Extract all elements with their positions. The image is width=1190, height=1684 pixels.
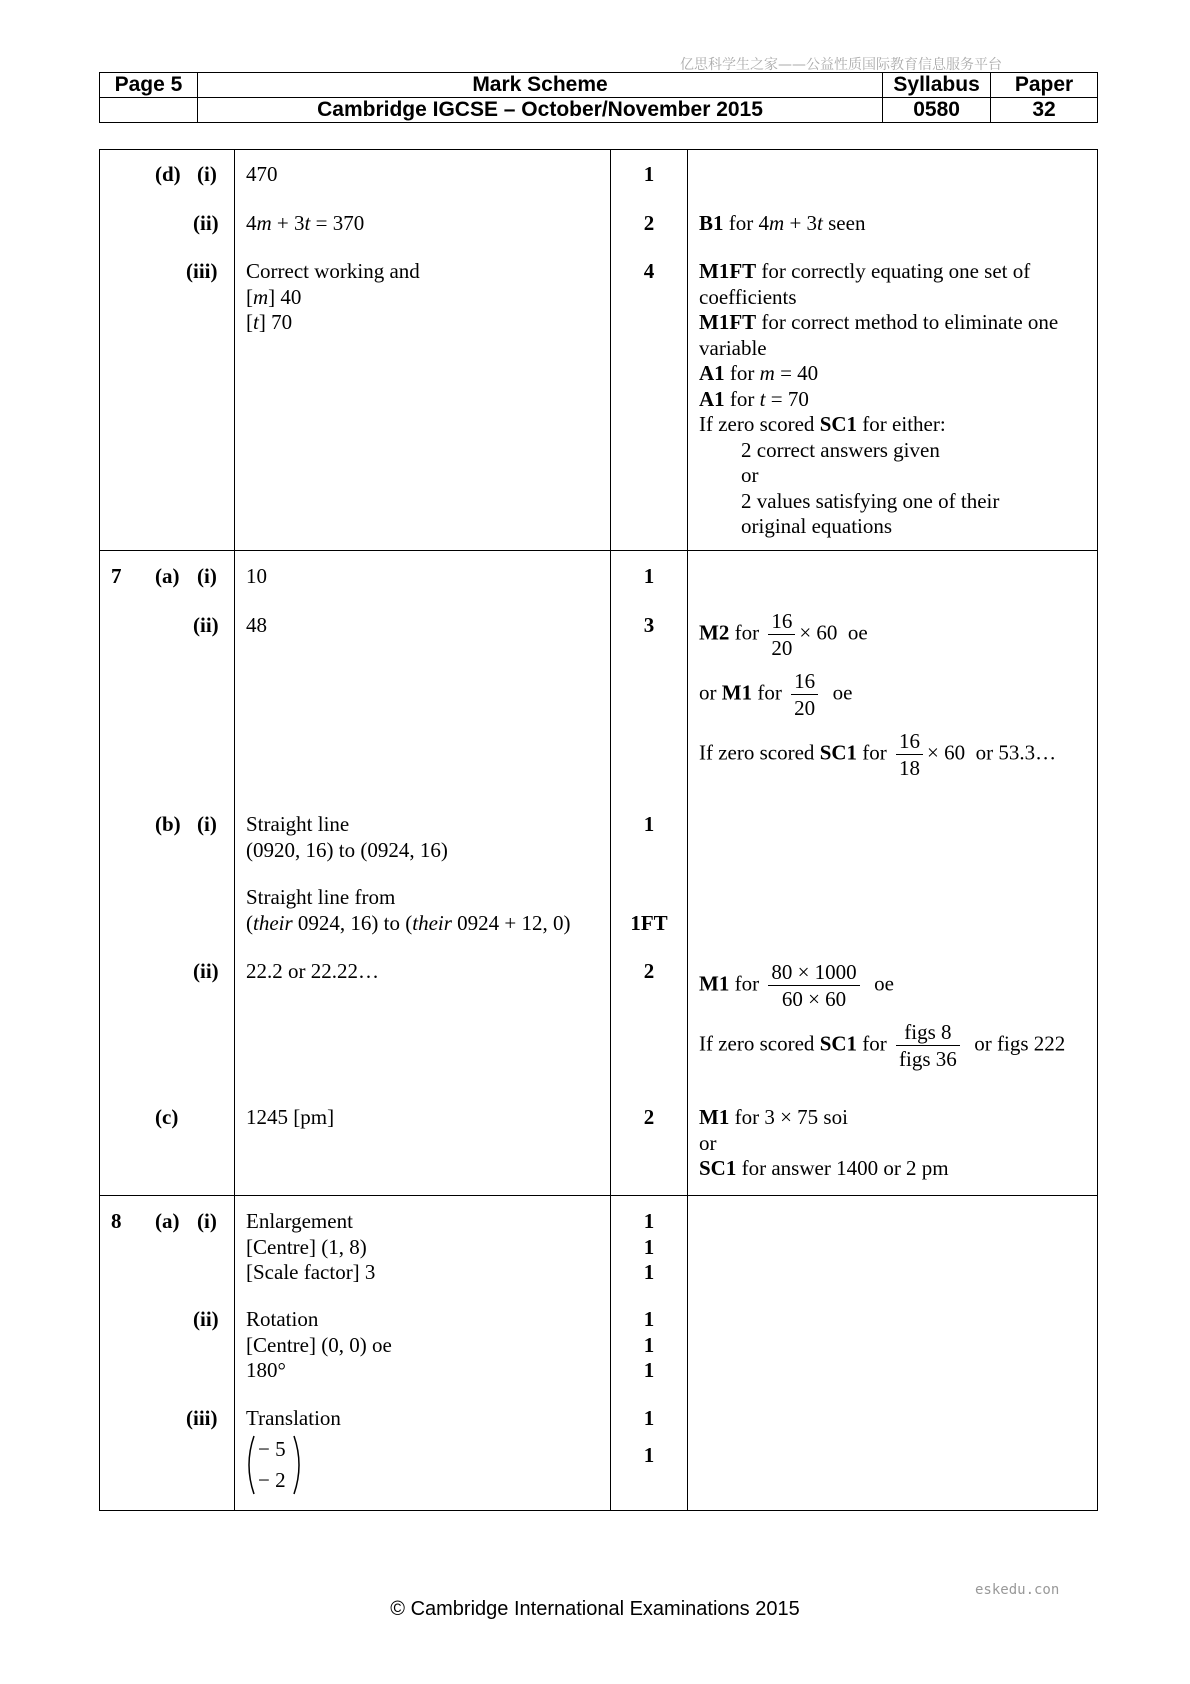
mark-scheme-table <box>99 149 1098 1511</box>
part-label: (b) <box>155 812 181 836</box>
mark: 1FT <box>630 911 668 935</box>
question-number: 7 <box>111 564 122 588</box>
part-label: (a) <box>155 1209 180 1233</box>
answer: Rotation [Centre] (0, 0) oe 180° <box>246 1307 392 1382</box>
part-label: (c) <box>155 1105 179 1129</box>
translation-vector <box>246 1434 302 1496</box>
mark: 1 <box>643 1443 655 1467</box>
subpart-label: (ii) <box>193 1307 219 1331</box>
answer: 470 <box>246 162 278 186</box>
answer: 48 <box>246 613 267 637</box>
guidance: M1 for $\frac{80 \times 1000}{60 \times 60}$ oe <box>699 960 894 1011</box>
subpart-label: (iii) <box>186 259 218 283</box>
header-table <box>99 72 1098 123</box>
syllabus-label: Syllabus <box>883 73 991 98</box>
answer: Translation <box>246 1406 341 1430</box>
guidance: or M1 for $\frac{16}{20}$ oe <box>699 669 853 720</box>
mark: 1 1 1 <box>643 1307 655 1382</box>
part-label: (a) <box>155 564 180 588</box>
syllabus-code: 0580 <box>883 98 991 123</box>
guidance: If zero scored SC1 for $\frac{16}{18}$ × 60 or 53.3… <box>699 729 1057 780</box>
part-label: (d) <box>155 162 181 186</box>
mark: 2 <box>643 211 655 235</box>
answer: 10 <box>246 564 267 588</box>
subpart-label: (iii) <box>186 1406 218 1430</box>
mark: 2 <box>643 959 655 983</box>
mark: 2 <box>643 1105 655 1129</box>
guidance: If zero scored SC1 for $\frac{\text{figs 8}}{\text{figs 36}}$ or figs 222 <box>699 1020 1066 1071</box>
guidance: B1 for 4m + 3t seen <box>699 211 866 235</box>
vector-top: − 5 <box>258 1437 286 1461</box>
guidance: M1FT for correctly equating one set of coefficients M1FT for correct method to eliminate one variable A1 for m = 40 A1 for t = 70 If zero scored SC1 for either: 2 correct answers given or 2 values satisfying one of their original equations <box>699 259 1059 538</box>
answer: Enlargement [Centre] (1, 8) [Scale factor] 3 <box>246 1209 376 1284</box>
subpart-label: (i) <box>197 564 217 588</box>
answer: Straight line from (their 0924, 16) to (their 0924 + 12, 0) <box>246 885 571 935</box>
watermark-bottom: eskedu.con <box>975 1582 1060 1598</box>
subpart-label: (ii) <box>193 959 219 983</box>
answer: 4m + 3t = 370 <box>246 211 365 235</box>
mark: 1 1 1 <box>643 1209 655 1284</box>
vector-bottom: − 2 <box>258 1468 286 1492</box>
subpart-label: (i) <box>197 1209 217 1233</box>
exam-subtitle: Cambridge IGCSE – October/November 2015 <box>197 98 882 123</box>
watermark-top: 亿思科学生之家——公益性质国际教育信息服务平台 <box>680 57 1002 73</box>
mark: 1 <box>643 812 655 836</box>
paper-label: Paper <box>991 73 1098 98</box>
question-number: 8 <box>111 1209 122 1233</box>
answer: Straight line (0920, 16) to (0924, 16) <box>246 812 448 862</box>
guidance: M1 for 3 × 75 soi or SC1 for answer 1400 or 2 pm <box>699 1105 949 1180</box>
mark: 4 <box>643 259 655 283</box>
paper-number: 32 <box>991 98 1098 123</box>
guidance: M2 for $\frac{16}{20}$ × 60 oe <box>699 609 868 660</box>
answer: 1245 [pm] <box>246 1105 335 1129</box>
answer: 22.2 or 22.22… <box>246 959 379 983</box>
subpart-label: (i) <box>197 162 217 186</box>
subpart-label: (ii) <box>193 613 219 637</box>
answer: Correct working and [m] 40 [t] 70 <box>246 259 420 334</box>
mark: 1 <box>643 162 655 186</box>
subpart-label: (ii) <box>193 211 219 235</box>
subpart-label: (i) <box>197 812 217 836</box>
page-title: Mark Scheme <box>197 73 882 98</box>
mark: 3 <box>643 613 655 637</box>
mark: 1 <box>643 1406 655 1430</box>
page-number: Page 5 <box>100 73 198 98</box>
mark: 1 <box>643 564 655 588</box>
copyright-footer: © Cambridge International Examinations 2015 <box>390 1598 800 1620</box>
